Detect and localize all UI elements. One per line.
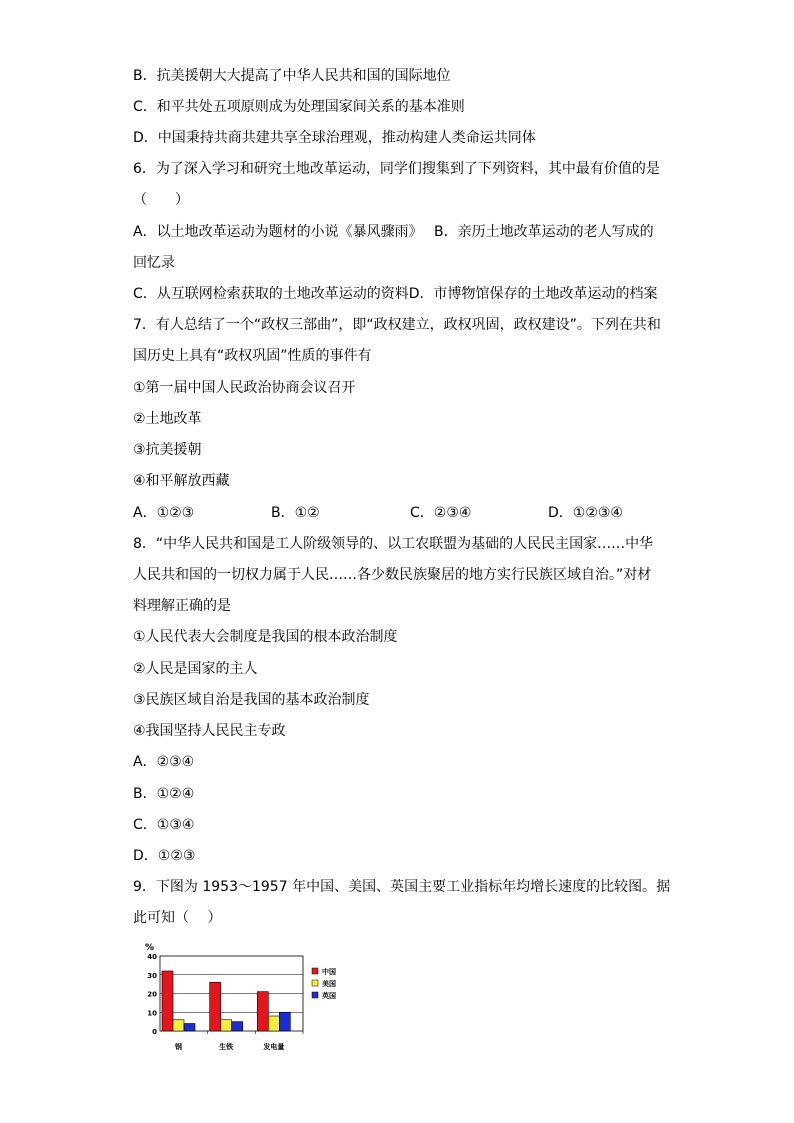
q7-item-1: ①第一届中国人民政治协商会议召开: [133, 380, 356, 396]
bar-美国-生铁: [221, 1020, 232, 1031]
bar-中国-钢: [162, 971, 173, 1031]
q8-item-4: ④我国坚持人民民主专政: [133, 723, 286, 739]
bar-中国-发电量: [257, 992, 268, 1031]
chart-legend: [312, 967, 336, 1000]
q7-option-d: D．①②③④: [548, 505, 623, 521]
q8-option-d: D．①②③: [133, 848, 196, 864]
q7-stem-line2: 国历史上具有“政权巩固”性质的事件有: [133, 348, 372, 364]
bar-美国-钢: [173, 1020, 184, 1031]
bar-英国-生铁: [232, 1022, 243, 1031]
legend-label: 英国: [322, 992, 336, 1000]
bar-美国-发电量: [268, 1016, 279, 1031]
y-tick-label: 0: [152, 1028, 157, 1036]
y-axis-ticks: [147, 953, 157, 1036]
q7-option-a: A．①②③: [133, 505, 195, 521]
q6-options-ab-cont: 回忆录: [133, 255, 175, 271]
x-axis-categories: [174, 1031, 303, 1051]
q8-stem-line2: 人民共和国的一切权力属于人民……各少数民族聚居的地方实行民族区域自治。”对材: [133, 567, 652, 583]
legend-label: 美国: [322, 980, 336, 988]
q7-item-2: ②土地改革: [133, 411, 202, 427]
q5-option-c: C．和平共处五项原则成为处理国家间关系的基本准则: [133, 99, 465, 115]
q8-item-2: ②人民是国家的主人: [133, 661, 258, 677]
y-tick-label: 10: [147, 1009, 157, 1018]
x-category-label: 发电量: [263, 1043, 285, 1051]
q7-option-c: C．②③④: [410, 505, 472, 521]
legend-swatch-中国: [312, 968, 318, 974]
q8-stem-line1: 8．“中华人民共和国是工人阶级领导的、以工农联盟为基础的人民民主国家……中华: [133, 536, 654, 552]
q8-option-a: A．②③④: [133, 754, 195, 770]
q9-stem-line2: 此可知（ ）: [133, 910, 222, 926]
q5-option-d: D．中国秉持共商共建共享全球治理观，推动构建人类命运共同体: [133, 130, 536, 146]
q5-option-b: B．抗美援朝大大提高了中华人民共和国的国际地位: [133, 68, 451, 84]
q8-item-3: ③民族区域自治是我国的基本政治制度: [133, 692, 370, 708]
q7-item-3: ③抗美援朝: [133, 442, 202, 458]
q6-options-ab: A．以土地改革运动为题材的小说《暴风骤雨》 B．亲历土地改革运动的老人写成的: [133, 224, 654, 240]
bar-英国-发电量: [279, 1012, 290, 1031]
legend-swatch-美国: [312, 980, 318, 986]
y-tick-label: 20: [147, 990, 157, 999]
legend-label: 中国: [322, 968, 336, 976]
q8-item-1: ①人民代表大会制度是我国的根本政治制度: [133, 629, 398, 645]
industry-growth-bar-chart: [140, 938, 360, 1058]
legend-swatch-英国: [312, 992, 318, 998]
q8-option-b: B．①②④: [133, 786, 195, 802]
x-category-label: 生铁: [219, 1043, 234, 1051]
y-tick-label: 30: [147, 971, 157, 980]
x-category-label: 钢: [175, 1043, 182, 1051]
q6-stem-line2: （ ）: [133, 192, 189, 208]
q9-stem-line1: 9．下图为 1953～1957 年中国、美国、英国主要工业指标年均增长速度的比较图。据: [133, 879, 671, 895]
q7-stem-line1: 7．有人总结了一个“政权三部曲”，即“政权建立，政权巩固，政权建设”。下列在共和: [133, 317, 661, 333]
y-axis-unit-label: %: [145, 943, 155, 953]
bar-英国-钢: [184, 1024, 195, 1032]
q8-option-c: C．①③④: [133, 817, 195, 833]
q7-option-b: B．①②: [271, 505, 320, 521]
q6-stem-line1: 6．为了深入学习和研究土地改革运动，同学们搜集到了下列资料，其中最有价值的是: [133, 161, 660, 177]
bar-中国-生铁: [210, 982, 221, 1031]
y-tick-label: 40: [147, 953, 157, 961]
q7-item-4: ④和平解放西藏: [133, 473, 230, 489]
q8-stem-line3: 料理解正确的是: [133, 598, 231, 614]
q6-options-cd: C．从互联网检索获取的土地改革运动的资料D．市博物馆保存的土地改革运动的档案: [133, 286, 658, 302]
